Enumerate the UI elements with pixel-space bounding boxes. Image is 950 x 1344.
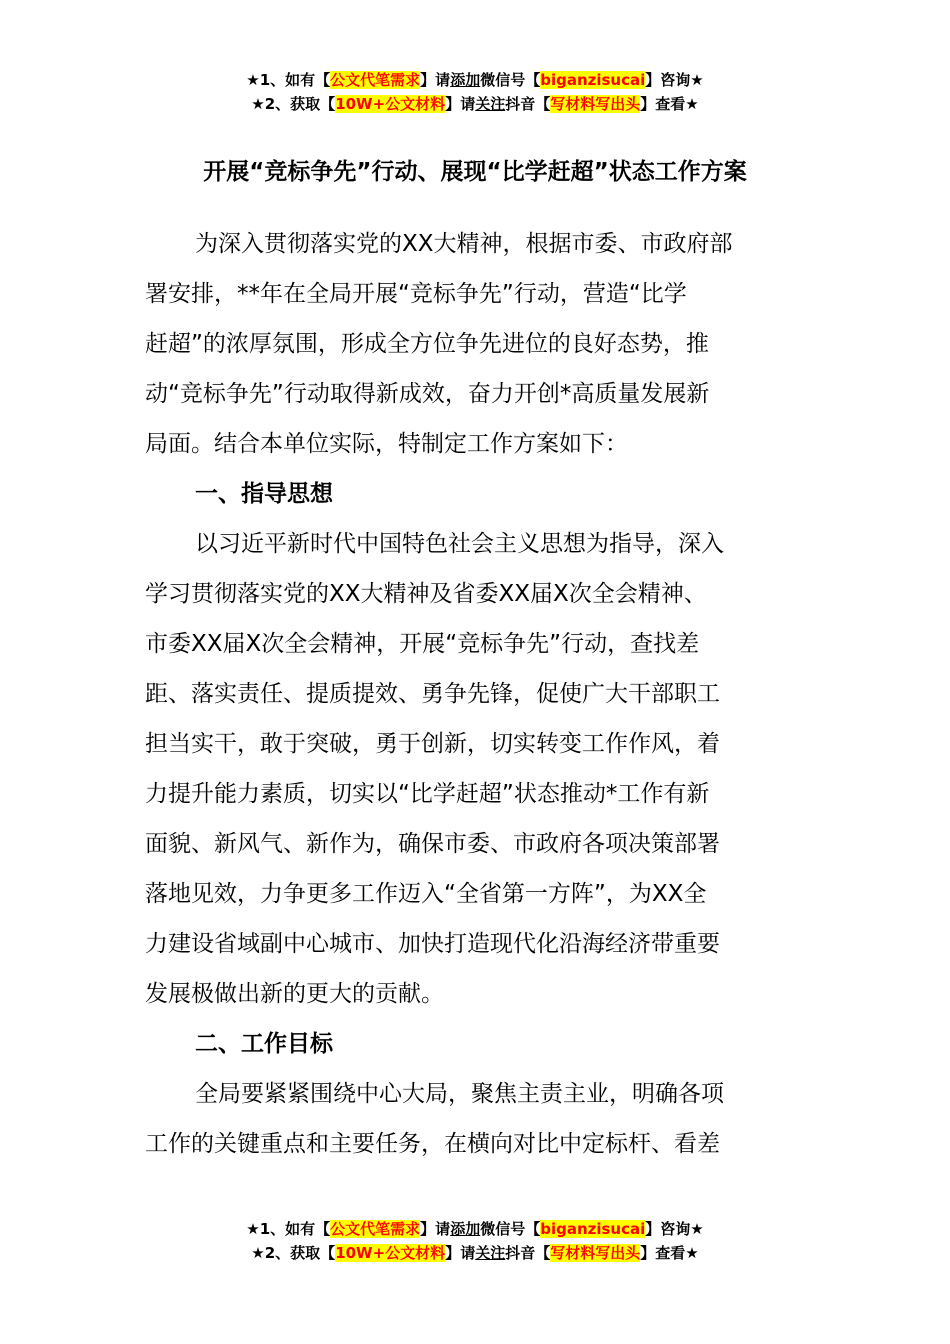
paragraph-line: 力建设省域副中心城市、加快打造现代化沿海经济带重要 xyxy=(145,931,720,957)
paragraph-line: 学习贯彻落实党的XX大精神及省委XX届X次全会精神、 xyxy=(145,581,707,607)
banner-text: ★1、如有【 xyxy=(246,71,331,89)
banner-line-1 xyxy=(0,68,950,92)
paragraph-line: 以习近平新时代中国特色社会主义思想为指导，深入 xyxy=(195,531,724,557)
paragraph-line: 署安排，**年在全局开展“竞标争先”行动，营造“比学 xyxy=(145,281,687,307)
paragraph-line: 局面。结合本单位实际，特制定工作方案如下： xyxy=(145,431,628,457)
paragraph-line: 市委XX届X次全会精神，开展“竞标争先”行动，查找差 xyxy=(145,631,700,657)
banner-text: ★2、获取【 xyxy=(251,95,336,113)
banner-text: ★2、获取【 xyxy=(251,1244,336,1262)
banner-text: ★1、如有【 xyxy=(246,1220,331,1238)
banner-text: 微信号【 xyxy=(480,1220,541,1238)
paragraph-line: 距、落实责任、提质提效、勇争先锋，促使广大干部职工 xyxy=(145,681,720,707)
banner-highlight: 10W+公文材料 xyxy=(335,1244,446,1262)
banner-text: 】咨询★ xyxy=(645,71,704,89)
document-title: 开展“竞标争先”行动、展现“比学赶超”状态工作方案 xyxy=(203,159,747,185)
banner-highlight: 公文代笔需求 xyxy=(330,1220,421,1238)
banner-text: 】请 xyxy=(445,1244,476,1262)
paragraph-line: 工作的关键重点和主要任务，在横向对比中定标杆、看差 xyxy=(145,1131,720,1157)
paragraph-line: 力提升能力素质，切实以“比学赶超”状态推动*工作有新 xyxy=(145,781,710,807)
section-heading: 一、指导思想 xyxy=(195,481,333,507)
banner-line-2 xyxy=(0,92,950,116)
paragraph-line: 动“竞标争先”行动取得新成效，奋力开创*高质量发展新 xyxy=(145,381,710,407)
banner-text: 抖音【 xyxy=(505,1244,551,1262)
paragraph-line: 全局要紧紧围绕中心大局，聚焦主责主业，明确各项 xyxy=(195,1081,724,1107)
banner-highlight: 10W+公文材料 xyxy=(335,95,446,113)
banner-highlight: biganzisucai xyxy=(540,1220,646,1238)
banner-text: 】查看★ xyxy=(640,95,699,113)
banner-underlined: 关注 xyxy=(475,95,506,113)
banner-underlined: 添加 xyxy=(450,1220,481,1238)
banner-text: 微信号【 xyxy=(480,71,541,89)
banner-highlight: biganzisucai xyxy=(540,71,646,89)
section-heading: 二、工作目标 xyxy=(195,1031,333,1057)
banner-text: 】请 xyxy=(445,95,476,113)
top-banner xyxy=(0,68,950,116)
banner-underlined: 添加 xyxy=(450,71,481,89)
paragraph-line: 赶超”的浓厚氛围，形成全方位争先进位的良好态势，推 xyxy=(145,331,709,357)
banner-underlined: 关注 xyxy=(475,1244,506,1262)
banner-highlight: 写材料写出头 xyxy=(550,95,641,113)
paragraph-line: 面貌、新风气、新作为，确保市委、市政府各项决策部署 xyxy=(145,831,720,857)
banner-text: 】查看★ xyxy=(640,1244,699,1262)
paragraph-line: 担当实干，敢于突破，勇于创新，切实转变工作作风，着 xyxy=(145,731,720,757)
document-body xyxy=(145,219,810,1169)
banner-text: 】请 xyxy=(420,71,451,89)
banner-line-2 xyxy=(0,1241,950,1265)
banner-text: 抖音【 xyxy=(505,95,551,113)
paragraph-line: 发展极做出新的更大的贡献。 xyxy=(145,981,444,1007)
banner-text: 】请 xyxy=(420,1220,451,1238)
paragraph-line: 落地见效，力争更多工作迈入“全省第一方阵”，为XX全 xyxy=(145,881,707,907)
paragraph-line: 为深入贯彻落实党的XX大精神，根据市委、市政府部 xyxy=(195,231,733,257)
banner-highlight: 写材料写出头 xyxy=(550,1244,641,1262)
banner-highlight: 公文代笔需求 xyxy=(330,71,421,89)
banner-text: 】咨询★ xyxy=(645,1220,704,1238)
bottom-banner xyxy=(0,1217,950,1265)
banner-line-1 xyxy=(0,1217,950,1241)
